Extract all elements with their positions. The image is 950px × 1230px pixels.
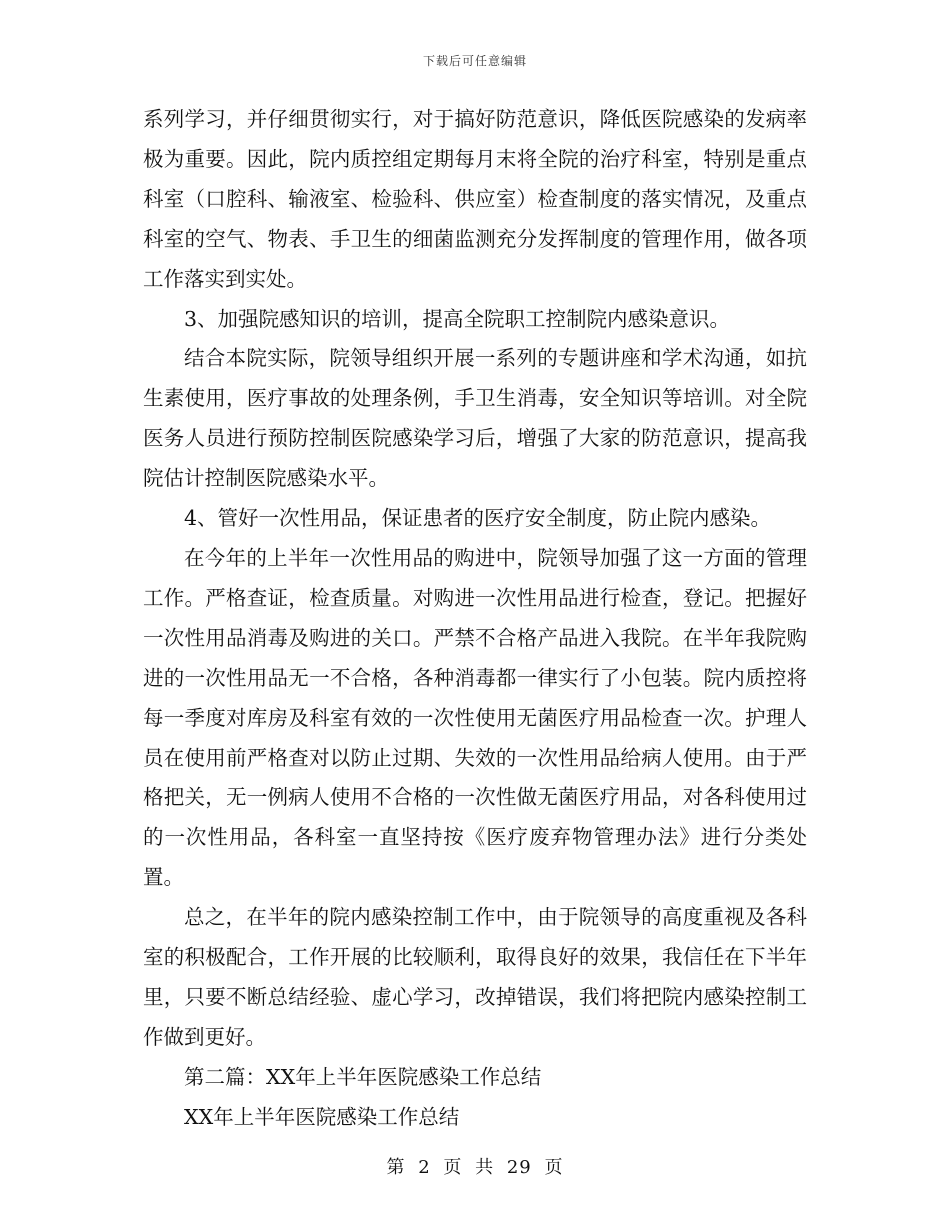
page-header: 下载后可任意编辑 <box>422 54 527 68</box>
paragraph-3: 结合本院实际，院领导组织开展一系列的专题讲座和学术沟通，如抗生素使用，医疗事故的处理条例，手卫生消毒，安全知识等培训。对全院医务人员进行预防控制医院感染学习后，增强了大家的防范意识，提高我院估计控制医院感染水平。 <box>143 346 807 491</box>
page-number-footer: 第 2 页 共 29 页 <box>386 1157 564 1178</box>
paragraph-4: 4、管好一次性用品，保证患者的医疗安全制度，防止院内感染。 <box>184 506 772 531</box>
paragraph-6: 总之，在半年的院内感染控制工作中，由于院领导的高度重视及各科室的积极配合，工作开展的比较顺利，取得良好的效果，我信任在下半年里，只要不断总结经验、虚心学习，改掉错误，我们将把院内感染控制工作做到更好。 <box>143 905 807 1049</box>
paragraph-2: 3、加强院感知识的培训，提高全院职工控制院内感染意识。 <box>184 306 731 331</box>
section-heading: 第二篇：XX年上半年医院感染工作总结 <box>184 1064 542 1089</box>
section-title: XX年上半年医院感染工作总结 <box>184 1104 460 1129</box>
paragraph-1: 系列学习，并仔细贯彻实行，对于搞好防范意识，降低医院感染的发病率极为重要。因此，院内质控组定期每月末将全院的治疗科室，特别是重点科室（口腔科、输液室、检验科、供应室）检查制度的落实情况，及重点科室的空气、物表、手卫生的细菌监测充分发挥制度的管理作用，做各项工作落实到实处。 <box>143 107 807 291</box>
document-body <box>143 100 807 1138</box>
paragraph-5: 在今年的上半年一次性用品的购进中，院领导加强了这一方面的管理工作。严格查证，检查质量。对购进一次性用品进行检查，登记。把握好一次性用品消毒及购进的关口。严禁不合格产品进入我院。在半年我院购进的一次性用品无一不合格，各种消毒都一律实行了小包装。院内质控将每一季度对库房及科室有效的一次性使用无菌医疗用品检查一次。护理人员在使用前严格查对以防止过期、失效的一次性用品给病人使用。由于严格把关，无一例病人使用不合格的一次性做无菌医疗用品，对各科使用过的一次性用品，各科室一直坚持按《医疗废弃物管理办法》进行分类处置。 <box>143 545 807 890</box>
